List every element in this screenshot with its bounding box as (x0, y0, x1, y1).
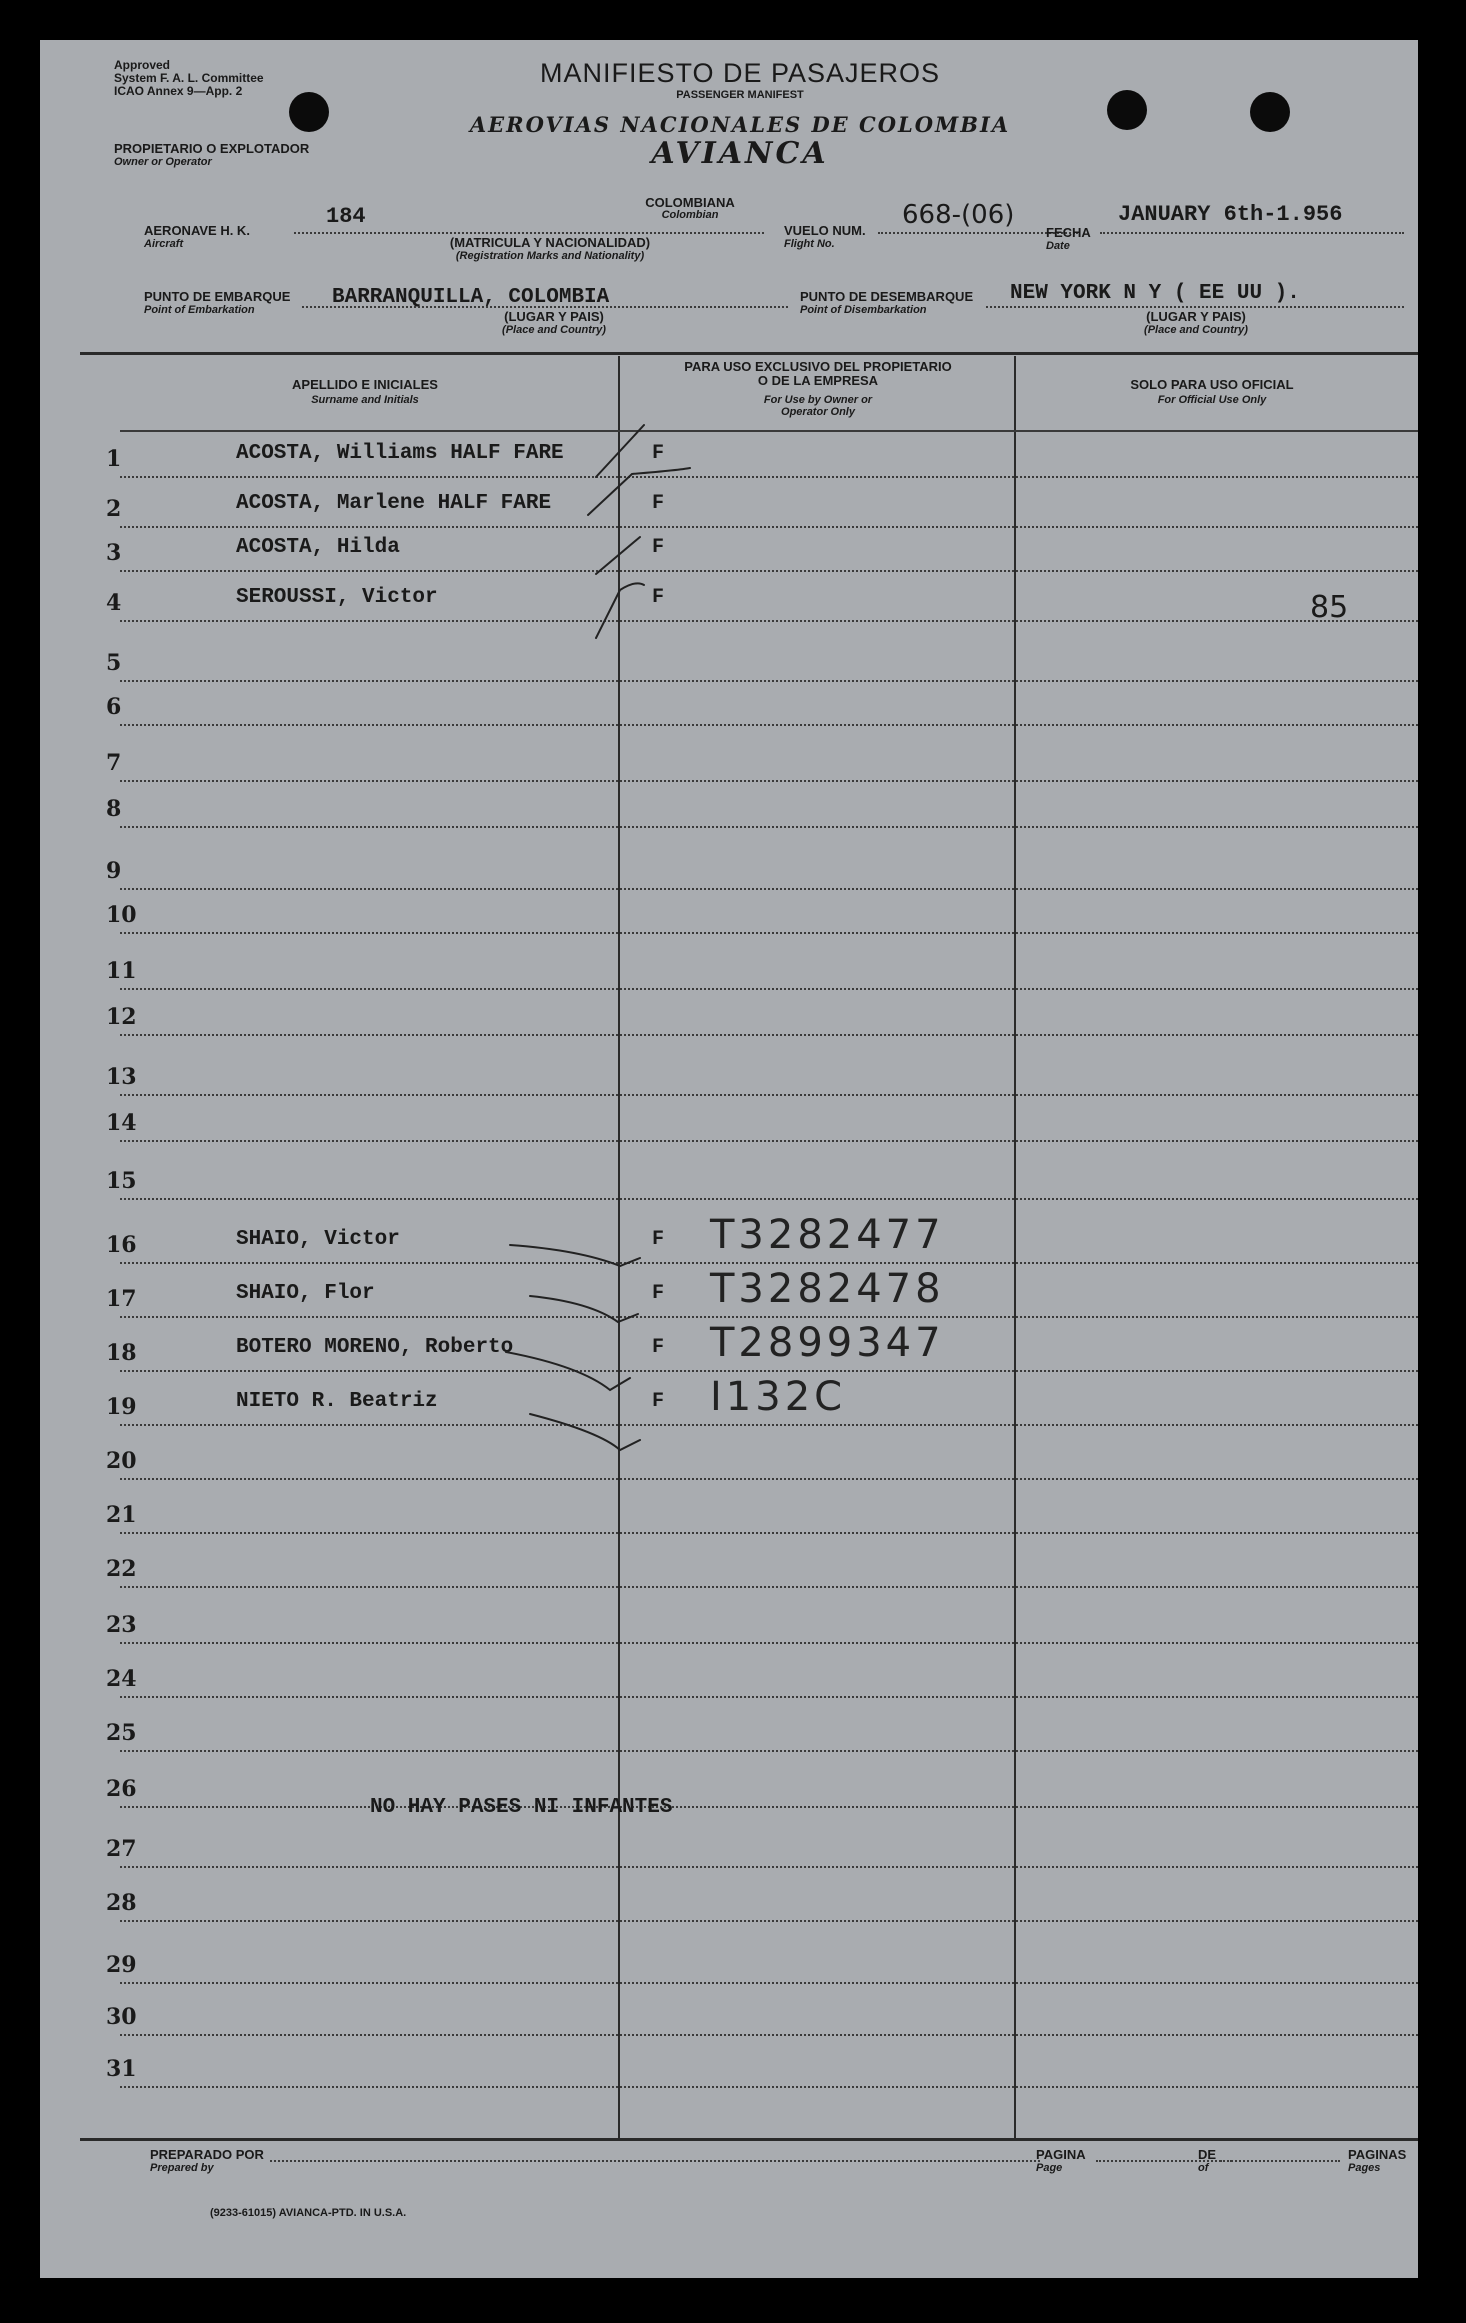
registration-label-en: (Registration Marks and Nationality) (455, 250, 645, 262)
row-number: 27 (106, 1836, 137, 1862)
row-number: 10 (106, 902, 137, 928)
passenger-name: SHAIO, Victor (236, 1228, 400, 1251)
check-stroke-5 (510, 1245, 640, 1266)
pages-label-en: Pages (1348, 2162, 1381, 2174)
owner-label: PROPIETARIO O EXPLOTADOR (114, 141, 310, 156)
owner-label-en: Owner or Operator (114, 156, 212, 168)
approved-line-2: System F. A. L. Committee (114, 71, 264, 85)
check-stroke-4 (596, 583, 644, 638)
row-number: 8 (106, 796, 122, 822)
passenger-name: SEROUSSI, Victor (236, 586, 438, 609)
handwritten-ticket: I132C (710, 1374, 847, 1420)
pages-label: PAGINAS (1348, 2147, 1407, 2162)
embark-place-label: (LUGAR Y PAIS) (504, 309, 604, 324)
disembark-place-label-en: (Place and Country) (1144, 324, 1248, 336)
approved-line-3: ICAO Annex 9—App. 2 (114, 84, 243, 98)
check-stroke-6 (530, 1296, 638, 1322)
flight-number: 668-(06) (902, 200, 1015, 230)
embark-label-en: Point of Embarkation (144, 304, 255, 316)
row-number: 9 (106, 858, 122, 884)
owner-mark: F (652, 442, 665, 465)
disembark-label: PUNTO DE DESEMBARQUE (800, 289, 974, 304)
date-label: FECHA (1046, 225, 1091, 240)
row-number: 28 (106, 1890, 137, 1916)
check-stroke-7 (506, 1352, 630, 1390)
row-number: 21 (106, 1502, 137, 1528)
row-number: 13 (106, 1064, 137, 1090)
manifest-title: MANIFIESTO DE PASAJEROS (539, 58, 941, 88)
passenger-name: NIETO R. Beatriz (236, 1390, 438, 1413)
approved-line-1: Approved (114, 58, 171, 72)
column-name-header-en: Surname and Initials (311, 394, 419, 406)
check-stroke-1 (596, 425, 644, 477)
passenger-name: ACOSTA, Marlene HALF FARE (236, 492, 552, 515)
column-owner-header-en-2: Operator Only (781, 406, 855, 418)
handwritten-ticket: T2899347 (710, 1320, 945, 1366)
passenger-name: ACOSTA, Hilda (236, 536, 400, 559)
owner-mark: F (652, 536, 665, 559)
row-number: 19 (106, 1394, 137, 1420)
check-stroke-8 (530, 1414, 640, 1450)
owner-mark: F (652, 1228, 665, 1251)
nationality-above-en: Colombian (661, 209, 719, 221)
disembark-place-label: (LUGAR Y PAIS) (1146, 309, 1246, 324)
date-label-en: Date (1046, 240, 1070, 252)
row-number: 26 (106, 1776, 137, 1802)
page-label-en: Page (1036, 2162, 1063, 2174)
column-owner-header-en: For Use by Owner or (763, 394, 873, 406)
row-number: 23 (106, 1612, 137, 1638)
disembark-label-en: Point of Disembarkation (800, 304, 927, 316)
row-number: 17 (106, 1286, 137, 1312)
row-number: 14 (106, 1110, 137, 1136)
prepared-label-en: Prepared by (150, 2162, 214, 2174)
row-number: 29 (106, 1952, 137, 1978)
row-number: 25 (106, 1720, 137, 1746)
check-stroke-2 (588, 468, 690, 515)
official-note: 85 (1310, 590, 1349, 625)
passenger-name: ACOSTA, Williams HALF FARE (236, 442, 564, 465)
row-number: 5 (106, 650, 122, 676)
embark-place-label-en: (Place and Country) (502, 324, 606, 336)
registration-label: (MATRICULA Y NACIONALIDAD) (449, 235, 651, 250)
passenger-name: SHAIO, Flor (236, 1282, 375, 1305)
row-number: 11 (106, 958, 137, 984)
row-number: 30 (106, 2004, 137, 2030)
brand-name: AVIANCA (651, 136, 829, 171)
row-number: 24 (106, 1666, 137, 1692)
prepared-line (270, 2160, 1040, 2162)
passenger-name: BOTERO MORENO, Roberto (236, 1336, 514, 1359)
of-label: DE (1198, 2147, 1217, 2162)
row-number: 2 (106, 496, 122, 522)
row-number: 1 (106, 446, 122, 472)
row-number: 12 (106, 1004, 137, 1030)
row-number: 15 (106, 1168, 137, 1194)
flight-label-en: Flight No. (784, 238, 835, 250)
check-stroke-3 (596, 537, 640, 574)
date-value: JANUARY 6th-1.956 (1118, 202, 1343, 227)
disembark-value: NEW YORK N Y ( EE UU ). (1010, 282, 1300, 305)
flight-label: VUELO NUM. (784, 223, 866, 238)
owner-mark: F (652, 586, 665, 609)
owner-mark: F (652, 1390, 665, 1413)
row-number: 3 (106, 540, 122, 566)
row-number: 18 (106, 1340, 137, 1366)
owner-mark: F (652, 1282, 665, 1305)
row-number: 16 (106, 1232, 137, 1258)
note-no-passes: NO HAY PASES NI INFANTES (370, 1796, 673, 1819)
row-number: 20 (106, 1448, 137, 1474)
manifest-subtitle: PASSENGER MANIFEST (676, 89, 804, 101)
handwritten-ticket: T3282478 (710, 1266, 945, 1312)
column-official-header: SOLO PARA USO OFICIAL (1130, 377, 1294, 392)
embark-value: BARRANQUILLA, COLOMBIA (332, 286, 610, 309)
print-code: (9233-61015) AVIANCA-PTD. IN U.S.A. (210, 2207, 407, 2219)
aircraft-value: 184 (326, 204, 366, 229)
check-strokes (40, 40, 1418, 2278)
row-number: 7 (106, 750, 122, 776)
page-label: PAGINA (1036, 2147, 1086, 2162)
prepared-label: PREPARADO POR (150, 2147, 264, 2162)
aircraft-label-en: Aircraft (144, 238, 184, 250)
row-number: 6 (106, 694, 122, 720)
company-name: AEROVIAS NACIONALES DE COLOMBIA (469, 112, 1011, 137)
column-official-header-en: For Official Use Only (1157, 394, 1267, 406)
handwritten-ticket: T3282477 (710, 1212, 945, 1258)
of-line (1220, 2160, 1340, 2162)
manifest-sheet (40, 40, 1418, 2278)
owner-mark: F (652, 1336, 665, 1359)
column-owner-header-2: O DE LA EMPRESA (757, 373, 879, 388)
column-name-header: APELLIDO E INICIALES (292, 377, 438, 392)
column-owner-header: PARA USO EXCLUSIVO DEL PROPIETARIO (684, 359, 952, 374)
row-number: 31 (106, 2056, 137, 2082)
of-label-en: of (1198, 2162, 1209, 2174)
row-number: 4 (106, 590, 122, 616)
nationality-above: COLOMBIANA (645, 195, 735, 210)
embark-label: PUNTO DE EMBARQUE (144, 289, 291, 304)
row-number: 22 (106, 1556, 137, 1582)
aircraft-label: AERONAVE H. K. (144, 223, 250, 238)
owner-mark: F (652, 492, 665, 515)
